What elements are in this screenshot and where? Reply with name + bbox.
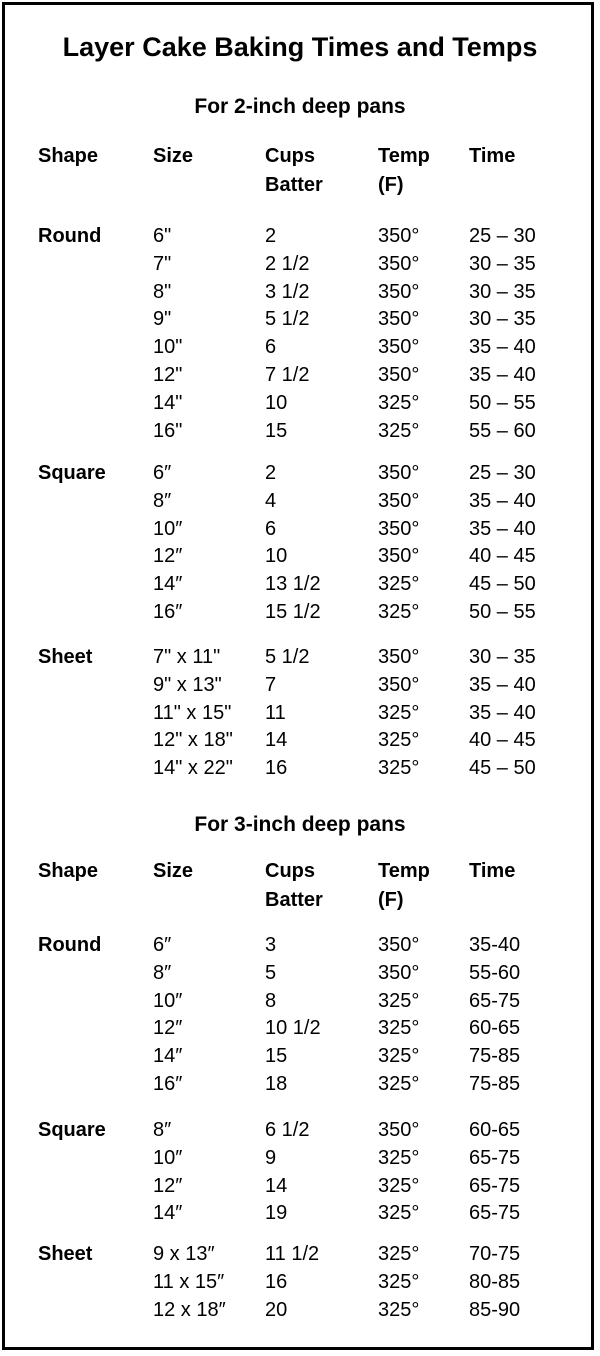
header-size: Size bbox=[153, 145, 194, 167]
temp-cell: 350° bbox=[378, 364, 420, 386]
temp-cell: 325° bbox=[378, 573, 420, 596]
time-cell: 70-75 bbox=[469, 1243, 521, 1265]
time-cell: 65-75 bbox=[469, 1146, 521, 1169]
temp-cell: 325° bbox=[378, 601, 420, 623]
header-cups: Cups bbox=[265, 860, 315, 882]
cups-cell: 13 1/2 bbox=[265, 573, 321, 596]
header-shape: Shape bbox=[38, 145, 99, 167]
size-cell: 6" bbox=[153, 225, 172, 247]
size-cell: 10″ bbox=[153, 517, 183, 540]
size-cell: 10″ bbox=[153, 989, 183, 1012]
time-cell: 55-60 bbox=[469, 961, 521, 984]
cups-cell: 10 bbox=[265, 545, 288, 568]
header-size: Size bbox=[153, 860, 194, 882]
temp-cell: 350° bbox=[378, 1119, 420, 1141]
time-cell: 65-75 bbox=[469, 1202, 521, 1225]
cups-cell: 2 1/2 bbox=[265, 252, 310, 275]
size-cell: 8″ bbox=[153, 961, 172, 984]
temp-cell: 325° bbox=[378, 1146, 420, 1169]
size-cell: 11" x 15" bbox=[153, 701, 232, 724]
time-cell: 75-85 bbox=[469, 1045, 521, 1068]
header-temp-unit: (F) bbox=[378, 889, 404, 911]
temp-cell: 350° bbox=[378, 462, 420, 484]
shape-label: Square bbox=[38, 1119, 106, 1141]
cups-cell: 10 1/2 bbox=[265, 1017, 321, 1040]
header-shape: Shape bbox=[38, 860, 99, 882]
cups-cell: 9 bbox=[265, 1146, 277, 1169]
cups-cell: 6 bbox=[265, 517, 277, 540]
size-cell: 9" x 13" bbox=[153, 673, 222, 696]
shape-label: Sheet bbox=[38, 646, 93, 668]
temp-cell: 325° bbox=[378, 1243, 420, 1265]
temp-cell: 350° bbox=[378, 489, 420, 512]
size-cell: 16" bbox=[153, 419, 183, 442]
time-cell: 65-75 bbox=[469, 1174, 521, 1197]
shape-label: Round bbox=[38, 225, 102, 247]
cups-cell: 2 bbox=[265, 225, 277, 247]
temp-cell: 325° bbox=[378, 1073, 420, 1095]
size-cell: 10″ bbox=[153, 1146, 183, 1169]
time-cell: 35-40 bbox=[469, 934, 521, 956]
cups-cell: 15 1/2 bbox=[265, 601, 321, 623]
temp-cell: 325° bbox=[378, 1270, 420, 1293]
header-cups-batter: Batter bbox=[265, 889, 323, 911]
cups-cell: 6 bbox=[265, 336, 277, 359]
cups-cell: 15 bbox=[265, 1045, 288, 1068]
header-temp: Temp bbox=[378, 145, 430, 167]
time-cell: 30 – 35 bbox=[469, 646, 536, 668]
time-cell: 80-85 bbox=[469, 1270, 521, 1293]
section-subtitle: For 2-inch deep pans bbox=[194, 95, 406, 118]
time-cell: 25 – 30 bbox=[469, 462, 536, 484]
shape-label: Sheet bbox=[38, 1243, 93, 1265]
temp-cell: 350° bbox=[378, 545, 420, 568]
shape-label: Round bbox=[38, 934, 102, 956]
time-cell: 35 – 40 bbox=[469, 517, 536, 540]
time-cell: 25 – 30 bbox=[469, 225, 536, 247]
temp-cell: 325° bbox=[378, 1202, 420, 1225]
size-cell: 14″ bbox=[153, 1202, 183, 1225]
size-cell: 6″ bbox=[153, 462, 172, 484]
temp-cell: 325° bbox=[378, 729, 420, 752]
time-cell: 60-65 bbox=[469, 1017, 521, 1040]
temp-cell: 325° bbox=[378, 1298, 420, 1321]
time-cell: 30 – 35 bbox=[469, 280, 536, 303]
size-cell: 6″ bbox=[153, 934, 172, 956]
time-cell: 35 – 40 bbox=[469, 673, 536, 696]
size-cell: 16″ bbox=[153, 601, 183, 623]
size-cell: 16″ bbox=[153, 1073, 183, 1095]
temp-cell: 325° bbox=[378, 1045, 420, 1068]
cups-cell: 11 bbox=[265, 701, 286, 724]
time-cell: 35 – 40 bbox=[469, 364, 536, 386]
temp-cell: 350° bbox=[378, 308, 420, 331]
size-cell: 14" bbox=[153, 391, 183, 414]
temp-cell: 325° bbox=[378, 419, 420, 442]
cups-cell: 5 1/2 bbox=[265, 646, 310, 668]
temp-cell: 350° bbox=[378, 673, 420, 696]
size-cell: 9 x 13″ bbox=[153, 1243, 215, 1265]
size-cell: 14" x 22" bbox=[153, 757, 233, 780]
time-cell: 35 – 40 bbox=[469, 336, 536, 359]
size-cell: 7" x 11" bbox=[153, 646, 221, 668]
cups-cell: 18 bbox=[265, 1073, 288, 1095]
page-title: Layer Cake Baking Times and Temps bbox=[62, 32, 538, 62]
size-cell: 12 x 18″ bbox=[153, 1298, 226, 1321]
time-cell: 65-75 bbox=[469, 989, 521, 1012]
temp-cell: 325° bbox=[378, 757, 420, 780]
header-temp-unit: (F) bbox=[378, 174, 404, 196]
size-cell: 12" x 18" bbox=[153, 729, 233, 752]
size-cell: 14″ bbox=[153, 573, 183, 596]
temp-cell: 350° bbox=[378, 252, 420, 275]
cups-cell: 7 1/2 bbox=[265, 364, 310, 386]
cups-cell: 11 1/2 bbox=[265, 1243, 320, 1265]
size-cell: 7" bbox=[153, 252, 172, 275]
size-cell: 11 x 15″ bbox=[153, 1270, 225, 1293]
time-cell: 60-65 bbox=[469, 1119, 521, 1141]
time-cell: 55 – 60 bbox=[469, 419, 536, 442]
size-cell: 8″ bbox=[153, 1119, 172, 1141]
size-cell: 8" bbox=[153, 280, 172, 303]
time-cell: 50 – 55 bbox=[469, 391, 536, 414]
section-subtitle: For 3-inch deep pans bbox=[194, 813, 406, 836]
cups-cell: 6 1/2 bbox=[265, 1119, 310, 1141]
cups-cell: 10 bbox=[265, 391, 288, 414]
temp-cell: 350° bbox=[378, 934, 420, 956]
temp-cell: 325° bbox=[378, 1017, 420, 1040]
cups-cell: 16 bbox=[265, 757, 288, 780]
temp-cell: 325° bbox=[378, 989, 420, 1012]
cups-cell: 5 1/2 bbox=[265, 308, 310, 331]
cups-cell: 16 bbox=[265, 1270, 288, 1293]
temp-cell: 325° bbox=[378, 391, 420, 414]
cups-cell: 7 bbox=[265, 673, 277, 696]
time-cell: 40 – 45 bbox=[469, 545, 536, 568]
time-cell: 35 – 40 bbox=[469, 489, 536, 512]
time-cell: 75-85 bbox=[469, 1073, 521, 1095]
temp-cell: 350° bbox=[378, 517, 420, 540]
temp-cell: 350° bbox=[378, 336, 420, 359]
cups-cell: 14 bbox=[265, 729, 288, 752]
size-cell: 10" bbox=[153, 336, 183, 359]
cups-cell: 14 bbox=[265, 1174, 288, 1197]
time-cell: 30 – 35 bbox=[469, 252, 536, 275]
size-cell: 8″ bbox=[153, 489, 172, 512]
time-cell: 50 – 55 bbox=[469, 601, 536, 623]
temp-cell: 325° bbox=[378, 1174, 420, 1197]
time-cell: 45 – 50 bbox=[469, 757, 536, 780]
temp-cell: 325° bbox=[378, 701, 420, 724]
time-cell: 85-90 bbox=[469, 1298, 521, 1321]
time-cell: 30 – 35 bbox=[469, 308, 536, 331]
cups-cell: 20 bbox=[265, 1298, 288, 1321]
header-time: Time bbox=[469, 145, 516, 167]
cups-cell: 3 bbox=[265, 934, 277, 956]
shape-label: Square bbox=[38, 462, 106, 484]
cups-cell: 5 bbox=[265, 961, 277, 984]
size-cell: 14″ bbox=[153, 1045, 183, 1068]
temp-cell: 350° bbox=[378, 280, 420, 303]
cups-cell: 2 bbox=[265, 462, 277, 484]
size-cell: 9" bbox=[153, 308, 172, 331]
time-cell: 35 – 40 bbox=[469, 701, 536, 724]
size-cell: 12″ bbox=[153, 1017, 183, 1040]
time-cell: 45 – 50 bbox=[469, 573, 536, 596]
header-temp: Temp bbox=[378, 860, 430, 882]
cups-cell: 3 1/2 bbox=[265, 280, 310, 303]
size-cell: 12″ bbox=[153, 545, 183, 568]
cups-cell: 4 bbox=[265, 489, 277, 512]
temp-cell: 350° bbox=[378, 961, 420, 984]
temp-cell: 350° bbox=[378, 646, 420, 668]
cups-cell: 8 bbox=[265, 989, 277, 1012]
header-cups: Cups bbox=[265, 145, 315, 167]
time-cell: 40 – 45 bbox=[469, 729, 536, 752]
size-cell: 12" bbox=[153, 364, 183, 386]
size-cell: 12″ bbox=[153, 1174, 183, 1197]
cups-cell: 15 bbox=[265, 419, 288, 442]
header-time: Time bbox=[469, 860, 516, 882]
header-cups-batter: Batter bbox=[265, 174, 323, 196]
temp-cell: 350° bbox=[378, 225, 420, 247]
cups-cell: 19 bbox=[265, 1202, 288, 1225]
